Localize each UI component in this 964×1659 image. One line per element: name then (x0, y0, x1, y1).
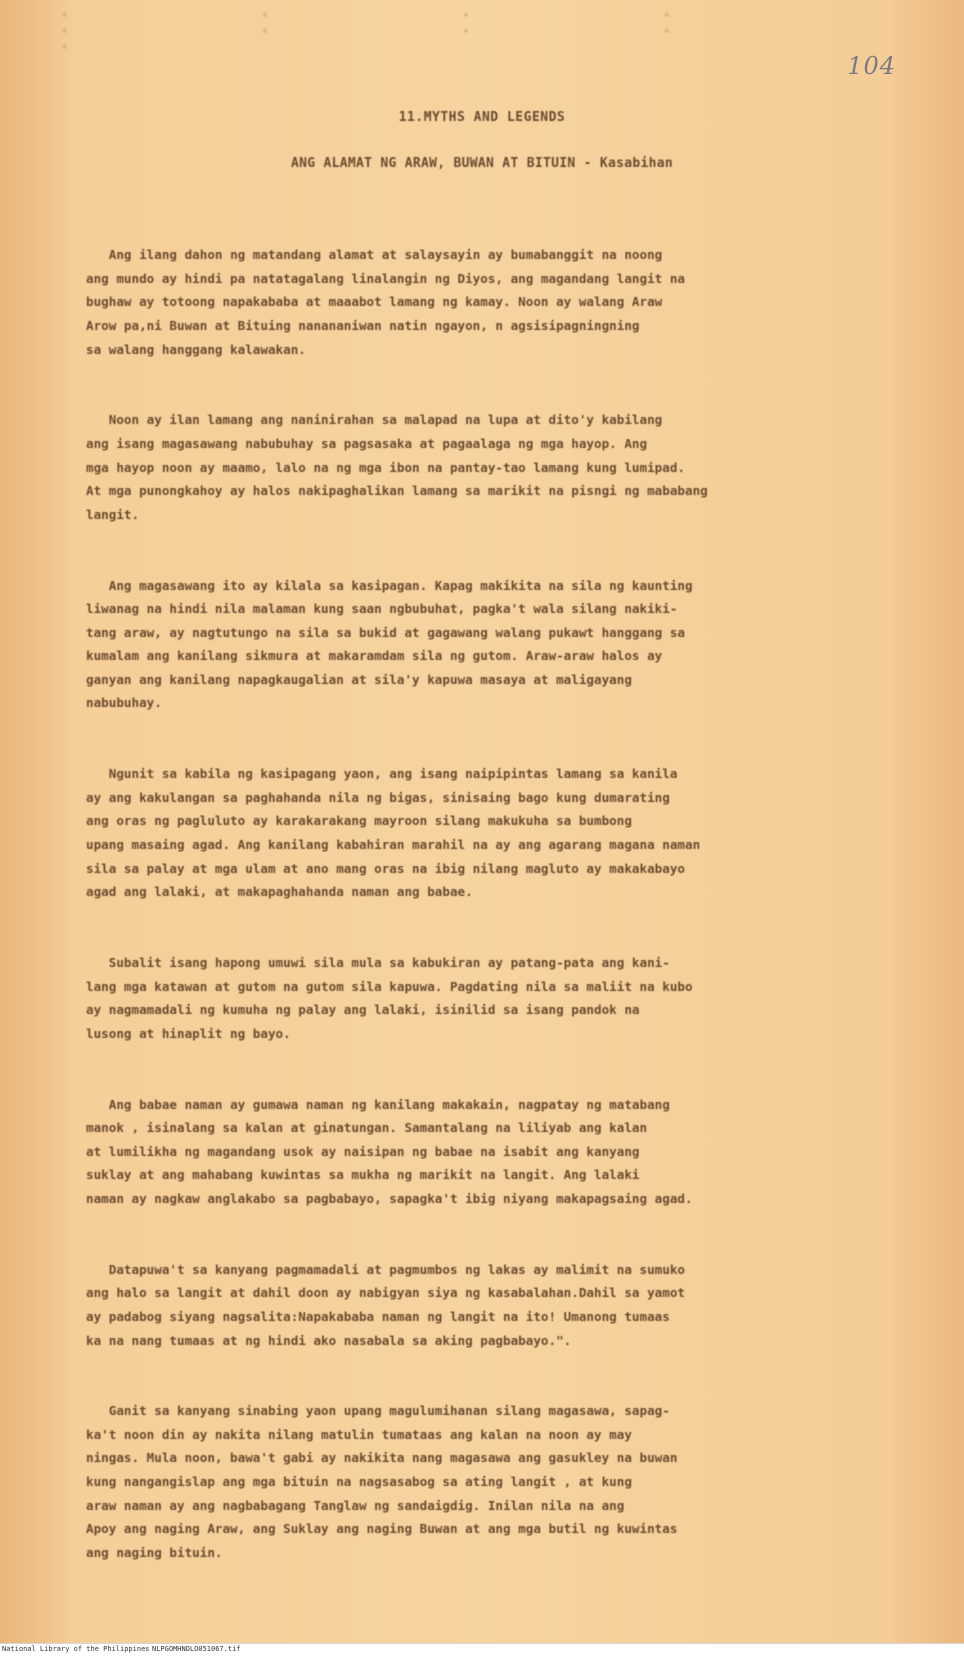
section-heading: 11.MYTHS AND LEGENDS (398, 110, 566, 125)
paragraph: Ngunit sa kabila ng kasipagang yaon, ang isang naipipintas lamang sa kanila ay ang kakulangan sa paghahanda nila ng bigas, sinisaing bago kung dumarating ang oras ng pagluluto ay karakarakang mayroon silang makukuha sa bumbong upang masaing agad. Ang kanilang kabahiran marahil na ay ang agarang magana naman sila sa palay at mga ulam at ano mang oras na ibig nilang magluto ay makakabayo agad ang lalaki, at makapaghahanda naman ang babae. (86, 766, 701, 900)
paragraph: Noon ay ilan lamang ang naninirahan sa malapad na lupa at dito'y kabilang ang isang magasawang nabubuhay sa pagsasaka at pagaalaga ng mga hayop. Ang mga hayop noon ay maamo, lalo na ng mga ibon na pantay-tao lamang kung lumipad. At mga punongkahoy ay halos nakipaghalikan lamang sa marikit na pisngi ng mababang langit. (86, 412, 708, 522)
footer-file-name: NLPGOMHNDLO051067.tif (152, 1645, 241, 1653)
paragraph: Ang ilang dahon ng matandang alamat at salaysayin ay bumabanggit na noong ang mundo ay hindi pa natatagalang linalangin ng Diyos, ang magandang langit na bughaw ay totoong napakababa at maaabot lamang ng kamay. Noon ay walang Araw Arow pa,ni Buwan at Bituing nanananiwan natin ngayon, n agsisipagningning sa walang hanggang kalawakan. (86, 247, 685, 357)
paragraph: Subalit isang hapong umuwi sila mula sa kabukiran ay patang-pata ang kani- lang mga katawan at gutom na gutom sila kapuwa. Pagdating nila sa maliit na kubo ay nagmamadali ng kumuha ng palay ang lalaki, isinilid sa isang pandok na lusong at hinaplit ng bayo. (86, 955, 693, 1041)
top-edge-marks: * * * * * * * * * (60, 10, 764, 58)
paragraph: Datapuwa't sa kanyang pagmamadali at pagmumbos ng lakas ay malimit na sumuko ang halo sa langit at dahil doon ay nabigyan siya ng kasabalahan.Dahil sa yamot ay padabog siyang nagsalita:Napakababa naman ng langit na ito! Umanong tumaas ka na nang tumaas at ng hindi ako nasabala sa aking pagbabayo.". (86, 1261, 685, 1348)
paragraph: Ganit sa kanyang sinabing yaon upang magulumihanan silang magasawa, sapag- ka't noon din ay nakita nilang matulin tumataas ang kalan na noon ay may ningas. Mula noon, bawa't gabi ay nakikita nang magasawa ang gasukley na buwan kung nangangislap ang mga bituin na nagsasabog sa ating langit , at kung araw naman ay ang nagbabagang Tanglaw ng sandaigdig. Inilan nila na ang Apoy ang naging Araw, ang Suklay ang naging Buwan at ang mga butil ng kuwintas ang naging bituin. (86, 1403, 678, 1560)
footer-library-name: National Library of the Philippines (2, 1645, 150, 1653)
body-text (86, 196, 916, 1612)
section-subheading: ANG ALAMAT NG ARAW, BUWAN AT BITUIN - Kasabihan (291, 156, 673, 171)
scan-footer (0, 1643, 964, 1659)
page-number: 104 (847, 52, 896, 80)
paragraph: Ang babae naman ay gumawa naman ng kanilang makakain, nagpatay ng matabang manok , isinalang sa kalan at ginatungan. Samantalang na liliyab ang kalan at lumilikha ng magandang usok ay naisipan ng babae na isabit ang kanyang suklay at ang mahabang kuwintas sa mukha ng marikit na langit. Ang lalaki naman ay nagkaw anglakabo sa pagbabayo, sapagka't ibig niyang makapagsaing agad. (86, 1096, 693, 1206)
paragraph: Ang magasawang ito ay kilala sa kasipagan. Kapag makikita na sila ng kaunting liwanag na hindi nila malaman kung saan ngbubuhat, pagka't wala silang nakiki- tang araw, ay nagtutungo na sila sa bukid at gagawang walang pukawt hanggang sa kumalam ang kanilang sikmura at makaramdam sila ng gutom. Araw-araw halos ay ganyan ang kanilang napagkaugalian at sila'y kapuwa masaya at maligayang nabubuhay. (86, 577, 693, 711)
